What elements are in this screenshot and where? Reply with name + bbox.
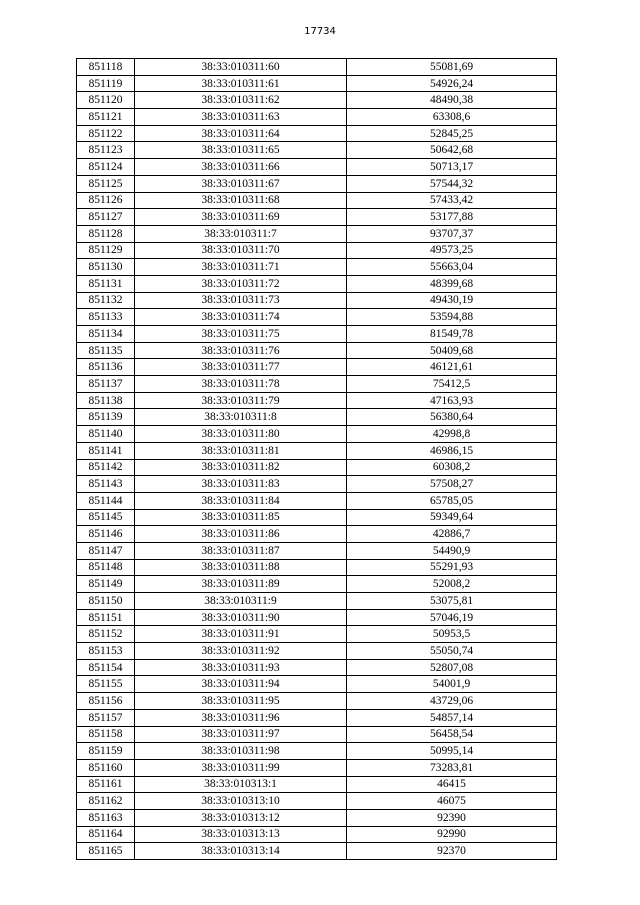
table-row bbox=[77, 75, 557, 92]
table-row bbox=[77, 92, 557, 109]
table-row bbox=[77, 326, 557, 343]
value-cell: 52008,2 bbox=[347, 576, 557, 593]
row-number-cell: 851118 bbox=[77, 59, 135, 76]
value-cell: 92370 bbox=[347, 843, 557, 860]
value-cell: 55663,04 bbox=[347, 259, 557, 276]
table-row bbox=[77, 659, 557, 676]
table-row bbox=[77, 693, 557, 710]
cadastral-number-cell: 38:33:010311:75 bbox=[135, 326, 347, 343]
cadastral-number-cell: 38:33:010311:73 bbox=[135, 292, 347, 309]
page-number: 17734 bbox=[304, 26, 336, 37]
table-row bbox=[77, 709, 557, 726]
table-row bbox=[77, 275, 557, 292]
value-cell: 49573,25 bbox=[347, 242, 557, 259]
table-row bbox=[77, 576, 557, 593]
cadastral-number-cell: 38:33:010311:65 bbox=[135, 142, 347, 159]
value-cell: 55291,93 bbox=[347, 559, 557, 576]
table-row bbox=[77, 626, 557, 643]
row-number-cell: 851158 bbox=[77, 726, 135, 743]
row-number-cell: 851135 bbox=[77, 342, 135, 359]
cadastral-number-cell: 38:33:010311:72 bbox=[135, 275, 347, 292]
row-number-cell: 851146 bbox=[77, 526, 135, 543]
row-number-cell: 851122 bbox=[77, 125, 135, 142]
cadastral-number-cell: 38:33:010311:66 bbox=[135, 159, 347, 176]
cadastral-number-cell: 38:33:010311:84 bbox=[135, 492, 347, 509]
table-row bbox=[77, 392, 557, 409]
value-cell: 53177,88 bbox=[347, 209, 557, 226]
row-number-cell: 851165 bbox=[77, 843, 135, 860]
row-number-cell: 851143 bbox=[77, 476, 135, 493]
value-cell: 46986,15 bbox=[347, 442, 557, 459]
row-number-cell: 851145 bbox=[77, 509, 135, 526]
row-number-cell: 851133 bbox=[77, 309, 135, 326]
registry-table bbox=[76, 58, 557, 860]
cadastral-number-cell: 38:33:010311:62 bbox=[135, 92, 347, 109]
value-cell: 54926,24 bbox=[347, 75, 557, 92]
value-cell: 57508,27 bbox=[347, 476, 557, 493]
value-cell: 56380,64 bbox=[347, 409, 557, 426]
cadastral-number-cell: 38:33:010311:97 bbox=[135, 726, 347, 743]
cadastral-number-cell: 38:33:010311:71 bbox=[135, 259, 347, 276]
value-cell: 81549,78 bbox=[347, 326, 557, 343]
cadastral-number-cell: 38:33:010311:68 bbox=[135, 192, 347, 209]
value-cell: 75412,5 bbox=[347, 376, 557, 393]
value-cell: 92990 bbox=[347, 826, 557, 843]
cadastral-number-cell: 38:33:010311:99 bbox=[135, 759, 347, 776]
cadastral-number-cell: 38:33:010313:1 bbox=[135, 776, 347, 793]
cadastral-number-cell: 38:33:010311:78 bbox=[135, 376, 347, 393]
row-number-cell: 851123 bbox=[77, 142, 135, 159]
table-row bbox=[77, 509, 557, 526]
row-number-cell: 851142 bbox=[77, 459, 135, 476]
value-cell: 42886,7 bbox=[347, 526, 557, 543]
cadastral-number-cell: 38:33:010311:85 bbox=[135, 509, 347, 526]
row-number-cell: 851148 bbox=[77, 559, 135, 576]
row-number-cell: 851152 bbox=[77, 626, 135, 643]
row-number-cell: 851157 bbox=[77, 709, 135, 726]
row-number-cell: 851141 bbox=[77, 442, 135, 459]
table-row bbox=[77, 125, 557, 142]
table-row bbox=[77, 609, 557, 626]
cadastral-number-cell: 38:33:010311:67 bbox=[135, 175, 347, 192]
row-number-cell: 851154 bbox=[77, 659, 135, 676]
value-cell: 50953,5 bbox=[347, 626, 557, 643]
cadastral-number-cell: 38:33:010311:98 bbox=[135, 743, 347, 760]
table-row bbox=[77, 342, 557, 359]
row-number-cell: 851144 bbox=[77, 492, 135, 509]
cadastral-number-cell: 38:33:010311:76 bbox=[135, 342, 347, 359]
value-cell: 54857,14 bbox=[347, 709, 557, 726]
row-number-cell: 851156 bbox=[77, 693, 135, 710]
value-cell: 50409,68 bbox=[347, 342, 557, 359]
table-row bbox=[77, 309, 557, 326]
value-cell: 93707,37 bbox=[347, 225, 557, 242]
cadastral-number-cell: 38:33:010311:70 bbox=[135, 242, 347, 259]
table-row bbox=[77, 175, 557, 192]
row-number-cell: 851119 bbox=[77, 75, 135, 92]
table-row bbox=[77, 843, 557, 860]
value-cell: 92390 bbox=[347, 809, 557, 826]
value-cell: 57433,42 bbox=[347, 192, 557, 209]
cadastral-number-cell: 38:33:010311:82 bbox=[135, 459, 347, 476]
row-number-cell: 851147 bbox=[77, 542, 135, 559]
table-row bbox=[77, 426, 557, 443]
row-number-cell: 851137 bbox=[77, 376, 135, 393]
table-row bbox=[77, 409, 557, 426]
value-cell: 49430,19 bbox=[347, 292, 557, 309]
value-cell: 57046,19 bbox=[347, 609, 557, 626]
value-cell: 65785,05 bbox=[347, 492, 557, 509]
row-number-cell: 851155 bbox=[77, 676, 135, 693]
value-cell: 56458,54 bbox=[347, 726, 557, 743]
table-row bbox=[77, 359, 557, 376]
value-cell: 55081,69 bbox=[347, 59, 557, 76]
value-cell: 63308,6 bbox=[347, 109, 557, 126]
cadastral-number-cell: 38:33:010311:88 bbox=[135, 559, 347, 576]
row-number-cell: 851149 bbox=[77, 576, 135, 593]
registry-table-body bbox=[77, 59, 557, 860]
cadastral-number-cell: 38:33:010311:93 bbox=[135, 659, 347, 676]
cadastral-number-cell: 38:33:010311:94 bbox=[135, 676, 347, 693]
cadastral-number-cell: 38:33:010311:89 bbox=[135, 576, 347, 593]
value-cell: 52845,25 bbox=[347, 125, 557, 142]
row-number-cell: 851139 bbox=[77, 409, 135, 426]
row-number-cell: 851163 bbox=[77, 809, 135, 826]
row-number-cell: 851127 bbox=[77, 209, 135, 226]
cadastral-number-cell: 38:33:010313:12 bbox=[135, 809, 347, 826]
cadastral-number-cell: 38:33:010311:92 bbox=[135, 643, 347, 660]
cadastral-number-cell: 38:33:010311:86 bbox=[135, 526, 347, 543]
value-cell: 73283,81 bbox=[347, 759, 557, 776]
cadastral-number-cell: 38:33:010311:8 bbox=[135, 409, 347, 426]
cadastral-number-cell: 38:33:010311:60 bbox=[135, 59, 347, 76]
cadastral-number-cell: 38:33:010313:14 bbox=[135, 843, 347, 860]
table-row bbox=[77, 225, 557, 242]
table-row bbox=[77, 542, 557, 559]
table-row bbox=[77, 526, 557, 543]
table-row bbox=[77, 559, 557, 576]
table-row bbox=[77, 376, 557, 393]
value-cell: 43729,06 bbox=[347, 693, 557, 710]
table-row bbox=[77, 292, 557, 309]
value-cell: 42998,8 bbox=[347, 426, 557, 443]
row-number-cell: 851125 bbox=[77, 175, 135, 192]
table-row bbox=[77, 476, 557, 493]
table-row bbox=[77, 109, 557, 126]
value-cell: 53075,81 bbox=[347, 593, 557, 610]
table-row bbox=[77, 159, 557, 176]
cadastral-number-cell: 38:33:010311:63 bbox=[135, 109, 347, 126]
table-row bbox=[77, 643, 557, 660]
row-number-cell: 851160 bbox=[77, 759, 135, 776]
cadastral-number-cell: 38:33:010311:9 bbox=[135, 593, 347, 610]
row-number-cell: 851134 bbox=[77, 326, 135, 343]
value-cell: 57544,32 bbox=[347, 175, 557, 192]
row-number-cell: 851140 bbox=[77, 426, 135, 443]
table-row bbox=[77, 809, 557, 826]
cadastral-number-cell: 38:33:010311:81 bbox=[135, 442, 347, 459]
row-number-cell: 851151 bbox=[77, 609, 135, 626]
table-row bbox=[77, 826, 557, 843]
row-number-cell: 851128 bbox=[77, 225, 135, 242]
value-cell: 55050,74 bbox=[347, 643, 557, 660]
cadastral-number-cell: 38:33:010311:95 bbox=[135, 693, 347, 710]
value-cell: 60308,2 bbox=[347, 459, 557, 476]
table-row bbox=[77, 492, 557, 509]
value-cell: 53594,88 bbox=[347, 309, 557, 326]
cadastral-number-cell: 38:33:010311:69 bbox=[135, 209, 347, 226]
cadastral-number-cell: 38:33:010311:74 bbox=[135, 309, 347, 326]
value-cell: 52807,08 bbox=[347, 659, 557, 676]
row-number-cell: 851121 bbox=[77, 109, 135, 126]
cadastral-number-cell: 38:33:010311:80 bbox=[135, 426, 347, 443]
row-number-cell: 851153 bbox=[77, 643, 135, 660]
value-cell: 54001,9 bbox=[347, 676, 557, 693]
cadastral-number-cell: 38:33:010311:96 bbox=[135, 709, 347, 726]
cadastral-number-cell: 38:33:010311:7 bbox=[135, 225, 347, 242]
value-cell: 50995,14 bbox=[347, 743, 557, 760]
table-row bbox=[77, 776, 557, 793]
value-cell: 50713,17 bbox=[347, 159, 557, 176]
cadastral-number-cell: 38:33:010313:13 bbox=[135, 826, 347, 843]
cadastral-number-cell: 38:33:010311:90 bbox=[135, 609, 347, 626]
table-row bbox=[77, 142, 557, 159]
value-cell: 54490,9 bbox=[347, 542, 557, 559]
table-row bbox=[77, 793, 557, 810]
row-number-cell: 851164 bbox=[77, 826, 135, 843]
row-number-cell: 851126 bbox=[77, 192, 135, 209]
cadastral-number-cell: 38:33:010311:79 bbox=[135, 392, 347, 409]
row-number-cell: 851131 bbox=[77, 275, 135, 292]
cadastral-number-cell: 38:33:010311:61 bbox=[135, 75, 347, 92]
row-number-cell: 851132 bbox=[77, 292, 135, 309]
value-cell: 59349,64 bbox=[347, 509, 557, 526]
table-row bbox=[77, 676, 557, 693]
table-row bbox=[77, 759, 557, 776]
cadastral-number-cell: 38:33:010311:91 bbox=[135, 626, 347, 643]
table-row bbox=[77, 209, 557, 226]
row-number-cell: 851120 bbox=[77, 92, 135, 109]
row-number-cell: 851129 bbox=[77, 242, 135, 259]
row-number-cell: 851159 bbox=[77, 743, 135, 760]
row-number-cell: 851130 bbox=[77, 259, 135, 276]
cadastral-number-cell: 38:33:010311:83 bbox=[135, 476, 347, 493]
table-row bbox=[77, 192, 557, 209]
table-row bbox=[77, 442, 557, 459]
cadastral-number-cell: 38:33:010313:10 bbox=[135, 793, 347, 810]
row-number-cell: 851161 bbox=[77, 776, 135, 793]
table-row bbox=[77, 593, 557, 610]
table-row bbox=[77, 259, 557, 276]
value-cell: 50642,68 bbox=[347, 142, 557, 159]
value-cell: 46075 bbox=[347, 793, 557, 810]
row-number-cell: 851124 bbox=[77, 159, 135, 176]
value-cell: 48399,68 bbox=[347, 275, 557, 292]
value-cell: 48490,38 bbox=[347, 92, 557, 109]
table-row bbox=[77, 743, 557, 760]
value-cell: 47163,93 bbox=[347, 392, 557, 409]
cadastral-number-cell: 38:33:010311:64 bbox=[135, 125, 347, 142]
value-cell: 46121,61 bbox=[347, 359, 557, 376]
table-row bbox=[77, 242, 557, 259]
row-number-cell: 851150 bbox=[77, 593, 135, 610]
table-row bbox=[77, 459, 557, 476]
row-number-cell: 851138 bbox=[77, 392, 135, 409]
table-row bbox=[77, 59, 557, 76]
table-row bbox=[77, 726, 557, 743]
row-number-cell: 851136 bbox=[77, 359, 135, 376]
row-number-cell: 851162 bbox=[77, 793, 135, 810]
value-cell: 46415 bbox=[347, 776, 557, 793]
cadastral-number-cell: 38:33:010311:77 bbox=[135, 359, 347, 376]
cadastral-number-cell: 38:33:010311:87 bbox=[135, 542, 347, 559]
